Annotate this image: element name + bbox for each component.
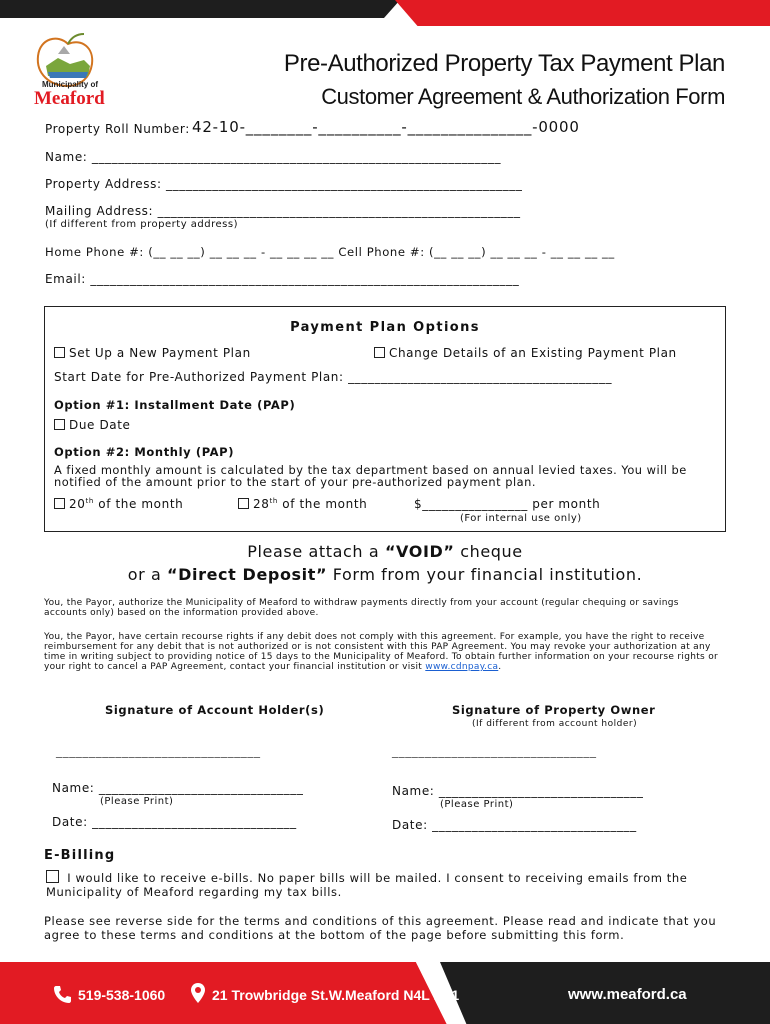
header-band-red [395,0,770,26]
change-plan-option[interactable] [374,346,677,360]
ebilling-consent-text: I would like to receive e-bills. No paper bills will be mailed. I consent to receiving emails from the Municipality of Meaford regarding my tax bills. [46,871,688,899]
cdnpay-link[interactable]: www.cdnpay.ca [425,662,499,672]
void-line1-post: cheque [454,542,523,561]
recourse-text: You, the Payor, have certain recourse rights if any debit does not comply with this agreement. For example, you have the right to receive reimbursement for any debit that is not authorized or is not consistent with this PAP Agreement. You may revoke your authorization at any time in writing subject to providing notice of 15 days to the Municipality of Meaford. To obtain further information on your recourse rights or your right to cancel a PAP Agreement, contact your financial institution or visit [44,632,719,672]
roll-number-field[interactable]: 42-10-________-__________-_______________-0000 [192,118,580,136]
reverse-side-note: Please see reverse side for the terms and conditions of this agreement. Please read and indicate that you agree to these terms and conditions at the bottom of the page before submitting this form. [44,914,717,942]
void-cheque-line1 [0,542,770,561]
form-subtitle: Customer Agreement & Authorization Form [321,84,725,109]
logo-text-large: Meaford [34,88,105,109]
form-title: Pre-Authorized Property Tax Payment Plan [283,50,725,77]
twentyeighth-suffix: th [269,497,278,505]
void-line1-pre: Please attach a [247,542,385,561]
logo-text-small: Municipality of [42,80,98,89]
twentieth-checkbox[interactable] [54,498,65,509]
location-pin-icon [190,982,206,1008]
mailing-address-note: (If different from property address) [45,219,238,230]
due-date-label: Due Date [69,418,131,432]
void-line2-bold: “Direct Deposit” [167,565,328,584]
internal-use-note: (For internal use only) [460,513,582,524]
property-address-field[interactable]: Property Address: ______________________________________________________ [45,177,523,191]
start-date-field[interactable]: Start Date for Pre-Authorized Payment Plan: ________________________________________ [54,370,613,384]
roll-number-label: Property Roll Number: [45,122,190,136]
ebilling-heading: E-Billing [44,848,116,863]
footer-address: 21 Trowbridge St.W.Meaford N4L 1A1 [212,987,460,1003]
void-line1-bold: “VOID” [384,542,455,561]
setup-plan-option[interactable] [54,346,251,360]
footer-website[interactable]: www.meaford.ca [568,986,687,1003]
twentyeighth-label: of the month [277,497,368,511]
holder-date-field[interactable]: Date: _______________________________ [52,815,297,829]
twentyeighth-number: 28 [253,497,270,511]
header-band-dark [0,0,400,18]
ebilling-checkbox[interactable] [46,870,59,883]
phone-fields[interactable]: Home Phone #: (__ __ __) __ __ __ - __ __ __ __ Cell Phone #: (__ __ __) __ __ __ - __ __ __ __ [45,245,615,259]
mailing-address-field[interactable]: Mailing Address: _______________________________________________________ [45,204,521,218]
due-date-checkbox[interactable] [54,419,65,430]
authorization-paragraph: You, the Payor, authorize the Municipality of Meaford to withdraw payments directly from your account (regular chequing or savings accounts only) based on the information provided above. [44,598,679,618]
municipality-logo [28,28,138,110]
owner-date-field[interactable]: Date: _______________________________ [392,818,637,832]
email-field[interactable]: Email: _________________________________________________________________ [45,272,520,286]
void-cheque-line2 [0,565,770,584]
option1-heading: Option #1: Installment Date (PAP) [54,398,296,412]
twentieth-option[interactable] [54,497,183,511]
property-owner-heading: Signature of Property Owner [452,703,656,717]
account-holder-heading: Signature of Account Holder(s) [105,703,325,717]
void-line2-post: Form from your financial institution. [327,565,643,584]
setup-checkbox[interactable] [54,347,65,358]
setup-label: Set Up a New Payment Plan [69,346,251,360]
monthly-amount-field[interactable]: $________________ per month [414,497,601,511]
holder-name-field[interactable]: Name: _______________________________ [52,781,304,795]
twentyeighth-option[interactable] [238,497,367,511]
twentyeighth-checkbox[interactable] [238,498,249,509]
option2-description: A fixed monthly amount is calculated by the tax department based on annual levied taxes. You will be notified of the amount prior to the start of your pre-authorized payment plan. [54,463,687,489]
twentieth-label: of the month [93,497,184,511]
ebilling-consent [46,870,726,899]
holder-print-note: (Please Print) [100,796,174,807]
property-owner-note: (If different from account holder) [472,719,638,729]
recourse-paragraph [44,632,724,672]
owner-signature-line[interactable]: _______________________________ [392,744,597,758]
twentieth-suffix: th [85,497,94,505]
options-heading: Payment Plan Options [290,320,480,335]
twentieth-number: 20 [69,497,86,511]
name-field[interactable]: Name: ______________________________________________________________ [45,150,502,164]
owner-name-field[interactable]: Name: _______________________________ [392,784,644,798]
phone-icon [52,984,72,1008]
option2-heading: Option #2: Monthly (PAP) [54,445,235,459]
owner-print-note: (Please Print) [440,799,514,810]
change-label: Change Details of an Existing Payment Plan [389,346,677,360]
recourse-end: . [498,662,502,672]
due-date-option[interactable] [54,418,131,432]
footer-phone: 519-538-1060 [78,987,166,1003]
change-checkbox[interactable] [374,347,385,358]
void-line2-pre: or a [127,565,168,584]
holder-signature-line[interactable]: _______________________________ [56,744,261,758]
